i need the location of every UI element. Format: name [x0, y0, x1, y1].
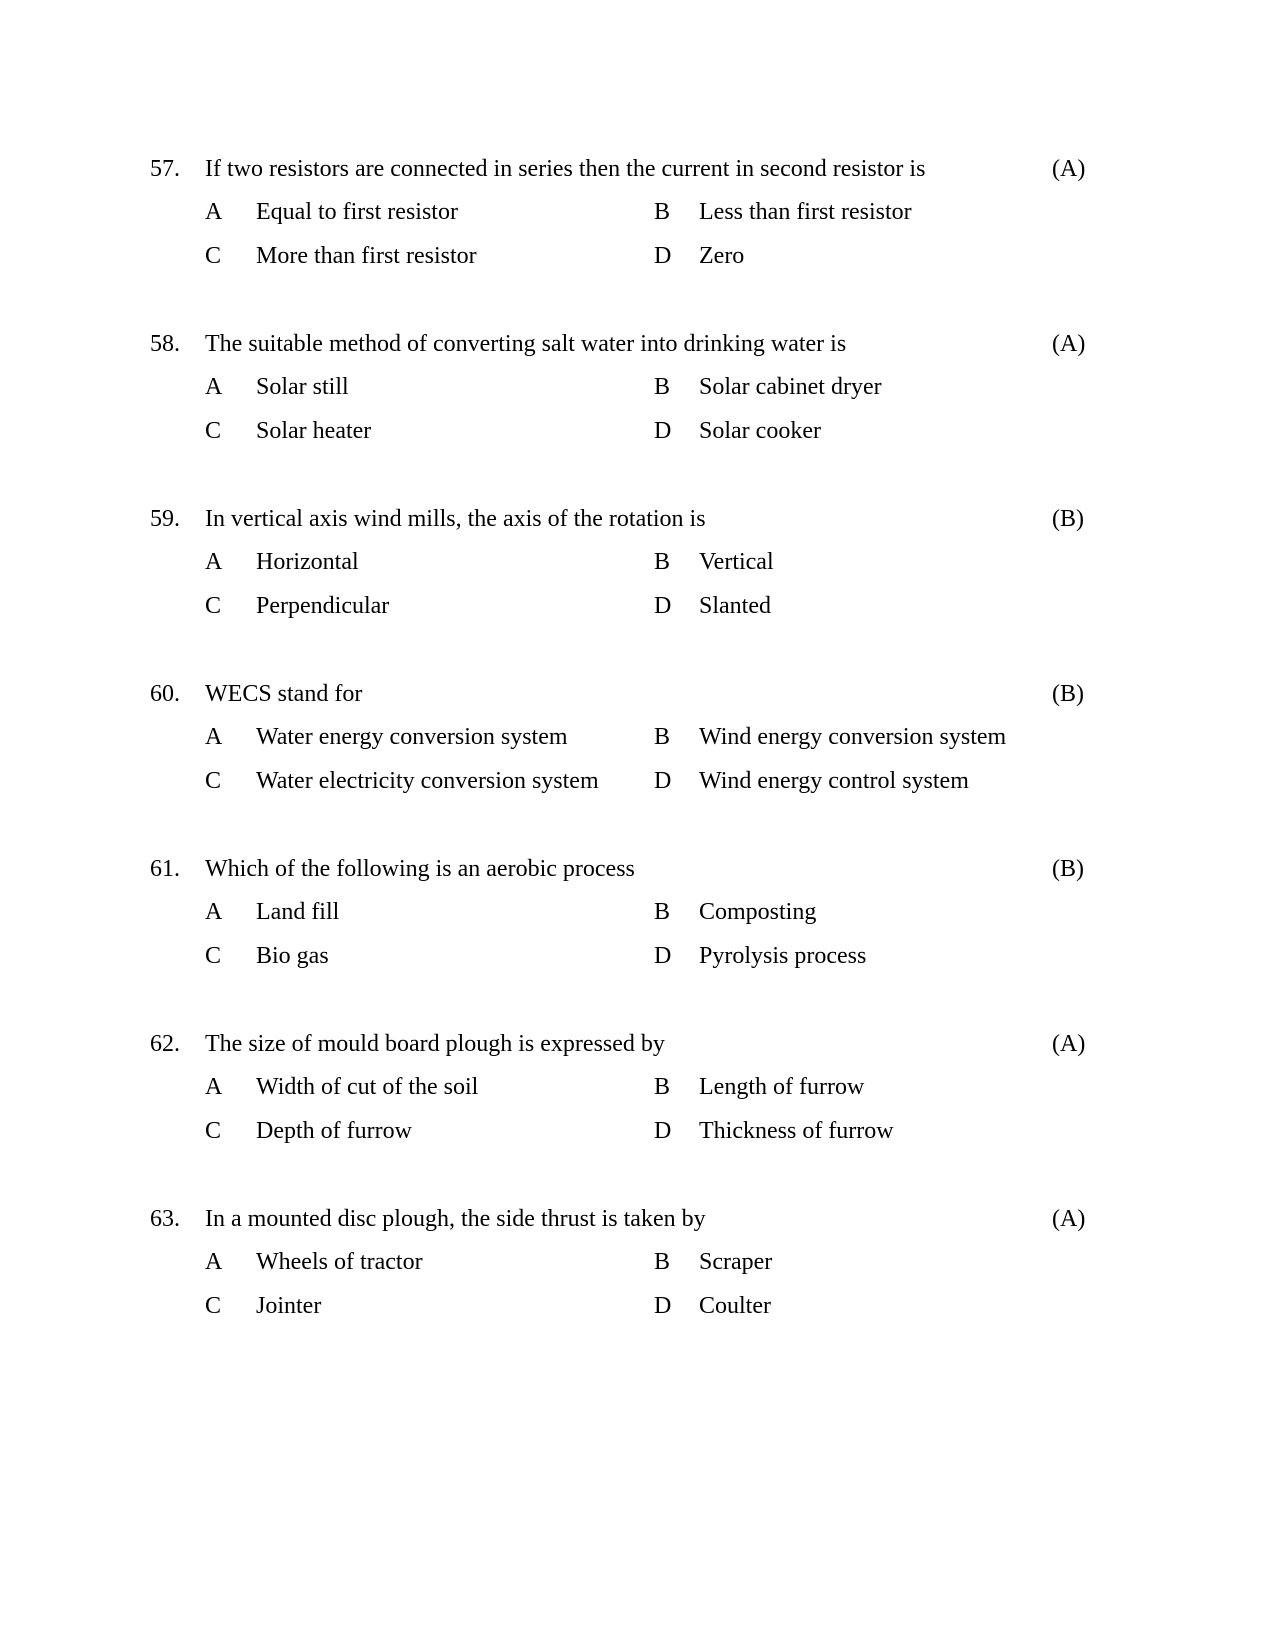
question-61: [0, 854, 1275, 994]
question-number: 58.: [150, 331, 180, 357]
option-text: Composting: [699, 899, 817, 925]
option-text: Less than first resistor: [699, 199, 912, 225]
option-letter: D: [654, 418, 672, 444]
option-text: Perpendicular: [256, 593, 390, 619]
option-text: Slanted: [699, 593, 771, 619]
answer-key: (B): [1052, 506, 1084, 532]
option-text: Wind energy conversion system: [699, 724, 1007, 750]
option-letter: C: [205, 1118, 222, 1144]
option-text: Thickness of furrow: [699, 1118, 894, 1144]
option-letter: A: [205, 1074, 223, 1100]
option-letter: D: [654, 243, 672, 269]
question-58: [0, 329, 1275, 469]
option-text: Vertical: [699, 549, 774, 575]
question-stem: In a mounted disc plough, the side thrust is taken by: [205, 1206, 706, 1232]
option-letter: B: [654, 549, 671, 575]
question-stem: In vertical axis wind mills, the axis of the rotation is: [205, 506, 706, 532]
option-letter: B: [654, 374, 671, 400]
question-62: [0, 1029, 1275, 1169]
question-59: [0, 504, 1275, 644]
option-text: Depth of furrow: [256, 1118, 412, 1144]
option-letter: D: [654, 768, 672, 794]
option-text: More than first resistor: [256, 243, 477, 269]
answer-key: (B): [1052, 681, 1084, 707]
option-letter: B: [654, 724, 671, 750]
option-letter: C: [205, 593, 222, 619]
option-text: Wheels of tractor: [256, 1249, 423, 1275]
option-letter: B: [654, 199, 671, 225]
option-text: Solar cooker: [699, 418, 821, 444]
option-letter: B: [654, 1074, 671, 1100]
question-number: 62.: [150, 1031, 180, 1057]
option-letter: A: [205, 374, 223, 400]
option-text: Scraper: [699, 1249, 773, 1275]
option-text: Solar cabinet dryer: [699, 374, 882, 400]
question-number: 61.: [150, 856, 180, 882]
option-text: Bio gas: [256, 943, 329, 969]
option-letter: C: [205, 1293, 222, 1319]
answer-key: (A): [1052, 331, 1086, 357]
question-number: 57.: [150, 156, 180, 182]
option-letter: B: [654, 899, 671, 925]
question-stem: If two resistors are connected in series then the current in second resistor is: [205, 156, 926, 182]
option-text: Jointer: [256, 1293, 322, 1319]
question-stem: WECS stand for: [205, 681, 363, 707]
option-text: Width of cut of the soil: [256, 1074, 479, 1100]
question-57: [0, 154, 1275, 294]
option-letter: D: [654, 1293, 672, 1319]
option-text: Water electricity conversion system: [256, 768, 599, 794]
option-letter: A: [205, 549, 223, 575]
question-number: 60.: [150, 681, 180, 707]
option-letter: A: [205, 899, 223, 925]
option-text: Wind energy control system: [699, 768, 969, 794]
question-63: [0, 1204, 1275, 1344]
option-text: Length of furrow: [699, 1074, 865, 1100]
answer-key: (A): [1052, 1031, 1086, 1057]
option-letter: C: [205, 768, 222, 794]
question-number: 63.: [150, 1206, 180, 1232]
answer-key: (A): [1052, 156, 1086, 182]
option-text: Water energy conversion system: [256, 724, 568, 750]
option-letter: D: [654, 943, 672, 969]
option-text: Pyrolysis process: [699, 943, 867, 969]
question-stem: Which of the following is an aerobic process: [205, 856, 635, 882]
option-letter: A: [205, 1249, 223, 1275]
question-stem: The suitable method of converting salt water into drinking water is: [205, 331, 847, 357]
option-letter: C: [205, 943, 222, 969]
question-number: 59.: [150, 506, 180, 532]
option-text: Equal to first resistor: [256, 199, 458, 225]
option-letter: C: [205, 243, 222, 269]
option-letter: B: [654, 1249, 671, 1275]
question-stem: The size of mould board plough is expressed by: [205, 1031, 665, 1057]
option-letter: D: [654, 1118, 672, 1144]
option-text: Land fill: [256, 899, 340, 925]
option-text: Coulter: [699, 1293, 771, 1319]
option-letter: A: [205, 724, 223, 750]
answer-key: (A): [1052, 1206, 1086, 1232]
option-text: Zero: [699, 243, 745, 269]
option-text: Solar heater: [256, 418, 372, 444]
answer-key: (B): [1052, 856, 1084, 882]
option-text: Horizontal: [256, 549, 359, 575]
question-60: [0, 679, 1275, 819]
option-text: Solar still: [256, 374, 349, 400]
option-letter: C: [205, 418, 222, 444]
option-letter: A: [205, 199, 223, 225]
option-letter: D: [654, 593, 672, 619]
